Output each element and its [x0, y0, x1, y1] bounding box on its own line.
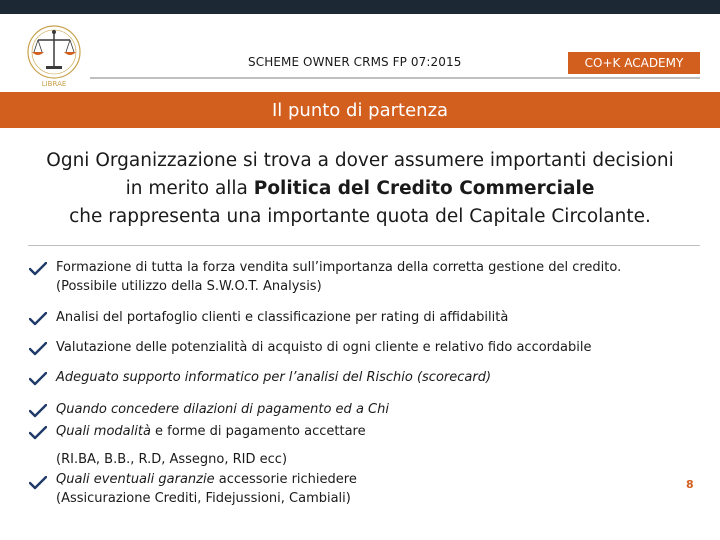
bullet-item [56, 422, 366, 441]
intro-line-2-text: in merito alla [125, 178, 254, 199]
bullet-item [56, 258, 621, 296]
academy-badge: CO+K ACADEMY [568, 52, 700, 74]
page-number: 8 [686, 478, 694, 491]
bullet-item [56, 470, 357, 508]
intro-highlight: Politica del Credito Commerciale [253, 178, 595, 199]
intro-line-1: Ogni Organizzazione si trova a dover assumere importanti decisioni [46, 150, 674, 171]
top-bar [0, 0, 720, 14]
slide-title-text: Il punto di partenza [271, 99, 449, 121]
bullet-item [56, 338, 591, 357]
header-rule [90, 77, 700, 79]
check-icon [29, 404, 47, 418]
bullet-text: Quando concedere dilazioni di pagamento ed a Chi [56, 402, 389, 417]
check-icon [29, 372, 47, 386]
bullet-subtext: (RI.BA, B.B., R.D, Assegno, RID ecc) [56, 452, 288, 467]
bullet-text-italic: Quali modalità [56, 424, 151, 439]
bullet-text: accessorie richiedere [214, 472, 357, 487]
check-icon [29, 262, 47, 276]
check-icon [29, 426, 47, 440]
bullet-text: Formazione di tutta la forza vendita sull’importanza della corretta gestione del credito. [56, 260, 622, 275]
bullet-text: Adeguato supporto informatico per l’analisi del Rischio (scorecard) [56, 370, 492, 385]
check-icon [29, 312, 47, 326]
bullet-item [56, 400, 389, 419]
scales-logo [22, 20, 86, 92]
intro-divider [28, 245, 700, 246]
logo-text: LIBRAE [41, 80, 67, 88]
scheme-label: SCHEME OWNER CRMS FP 07:2015 [248, 55, 462, 69]
check-icon [29, 476, 47, 490]
bullet-subtext: (Possibile utilizzo della S.W.O.T. Analysis) [56, 279, 322, 294]
intro-paragraph [14, 147, 706, 231]
bullet-text-italic: Quali eventuali garanzie [56, 472, 215, 487]
bullet-text: e forme di pagamento accettare [150, 424, 366, 439]
bullet-text: Valutazione delle potenzialità di acquisto di ogni cliente e relativo fido accordabile [56, 340, 592, 355]
intro-line-2 [14, 175, 706, 203]
intro-line-3: che rappresenta una importante quota del Capitale Circolante. [69, 206, 651, 227]
check-icon [29, 342, 47, 356]
bullet-item [56, 368, 491, 387]
bullet-item [56, 308, 508, 327]
slide-title [0, 92, 720, 128]
bullet-subtext: (Assicurazione Crediti, Fidejussioni, Cambiali) [56, 491, 351, 506]
bullet-text: Analisi del portafoglio clienti e classificazione per rating di affidabilità [56, 310, 509, 325]
